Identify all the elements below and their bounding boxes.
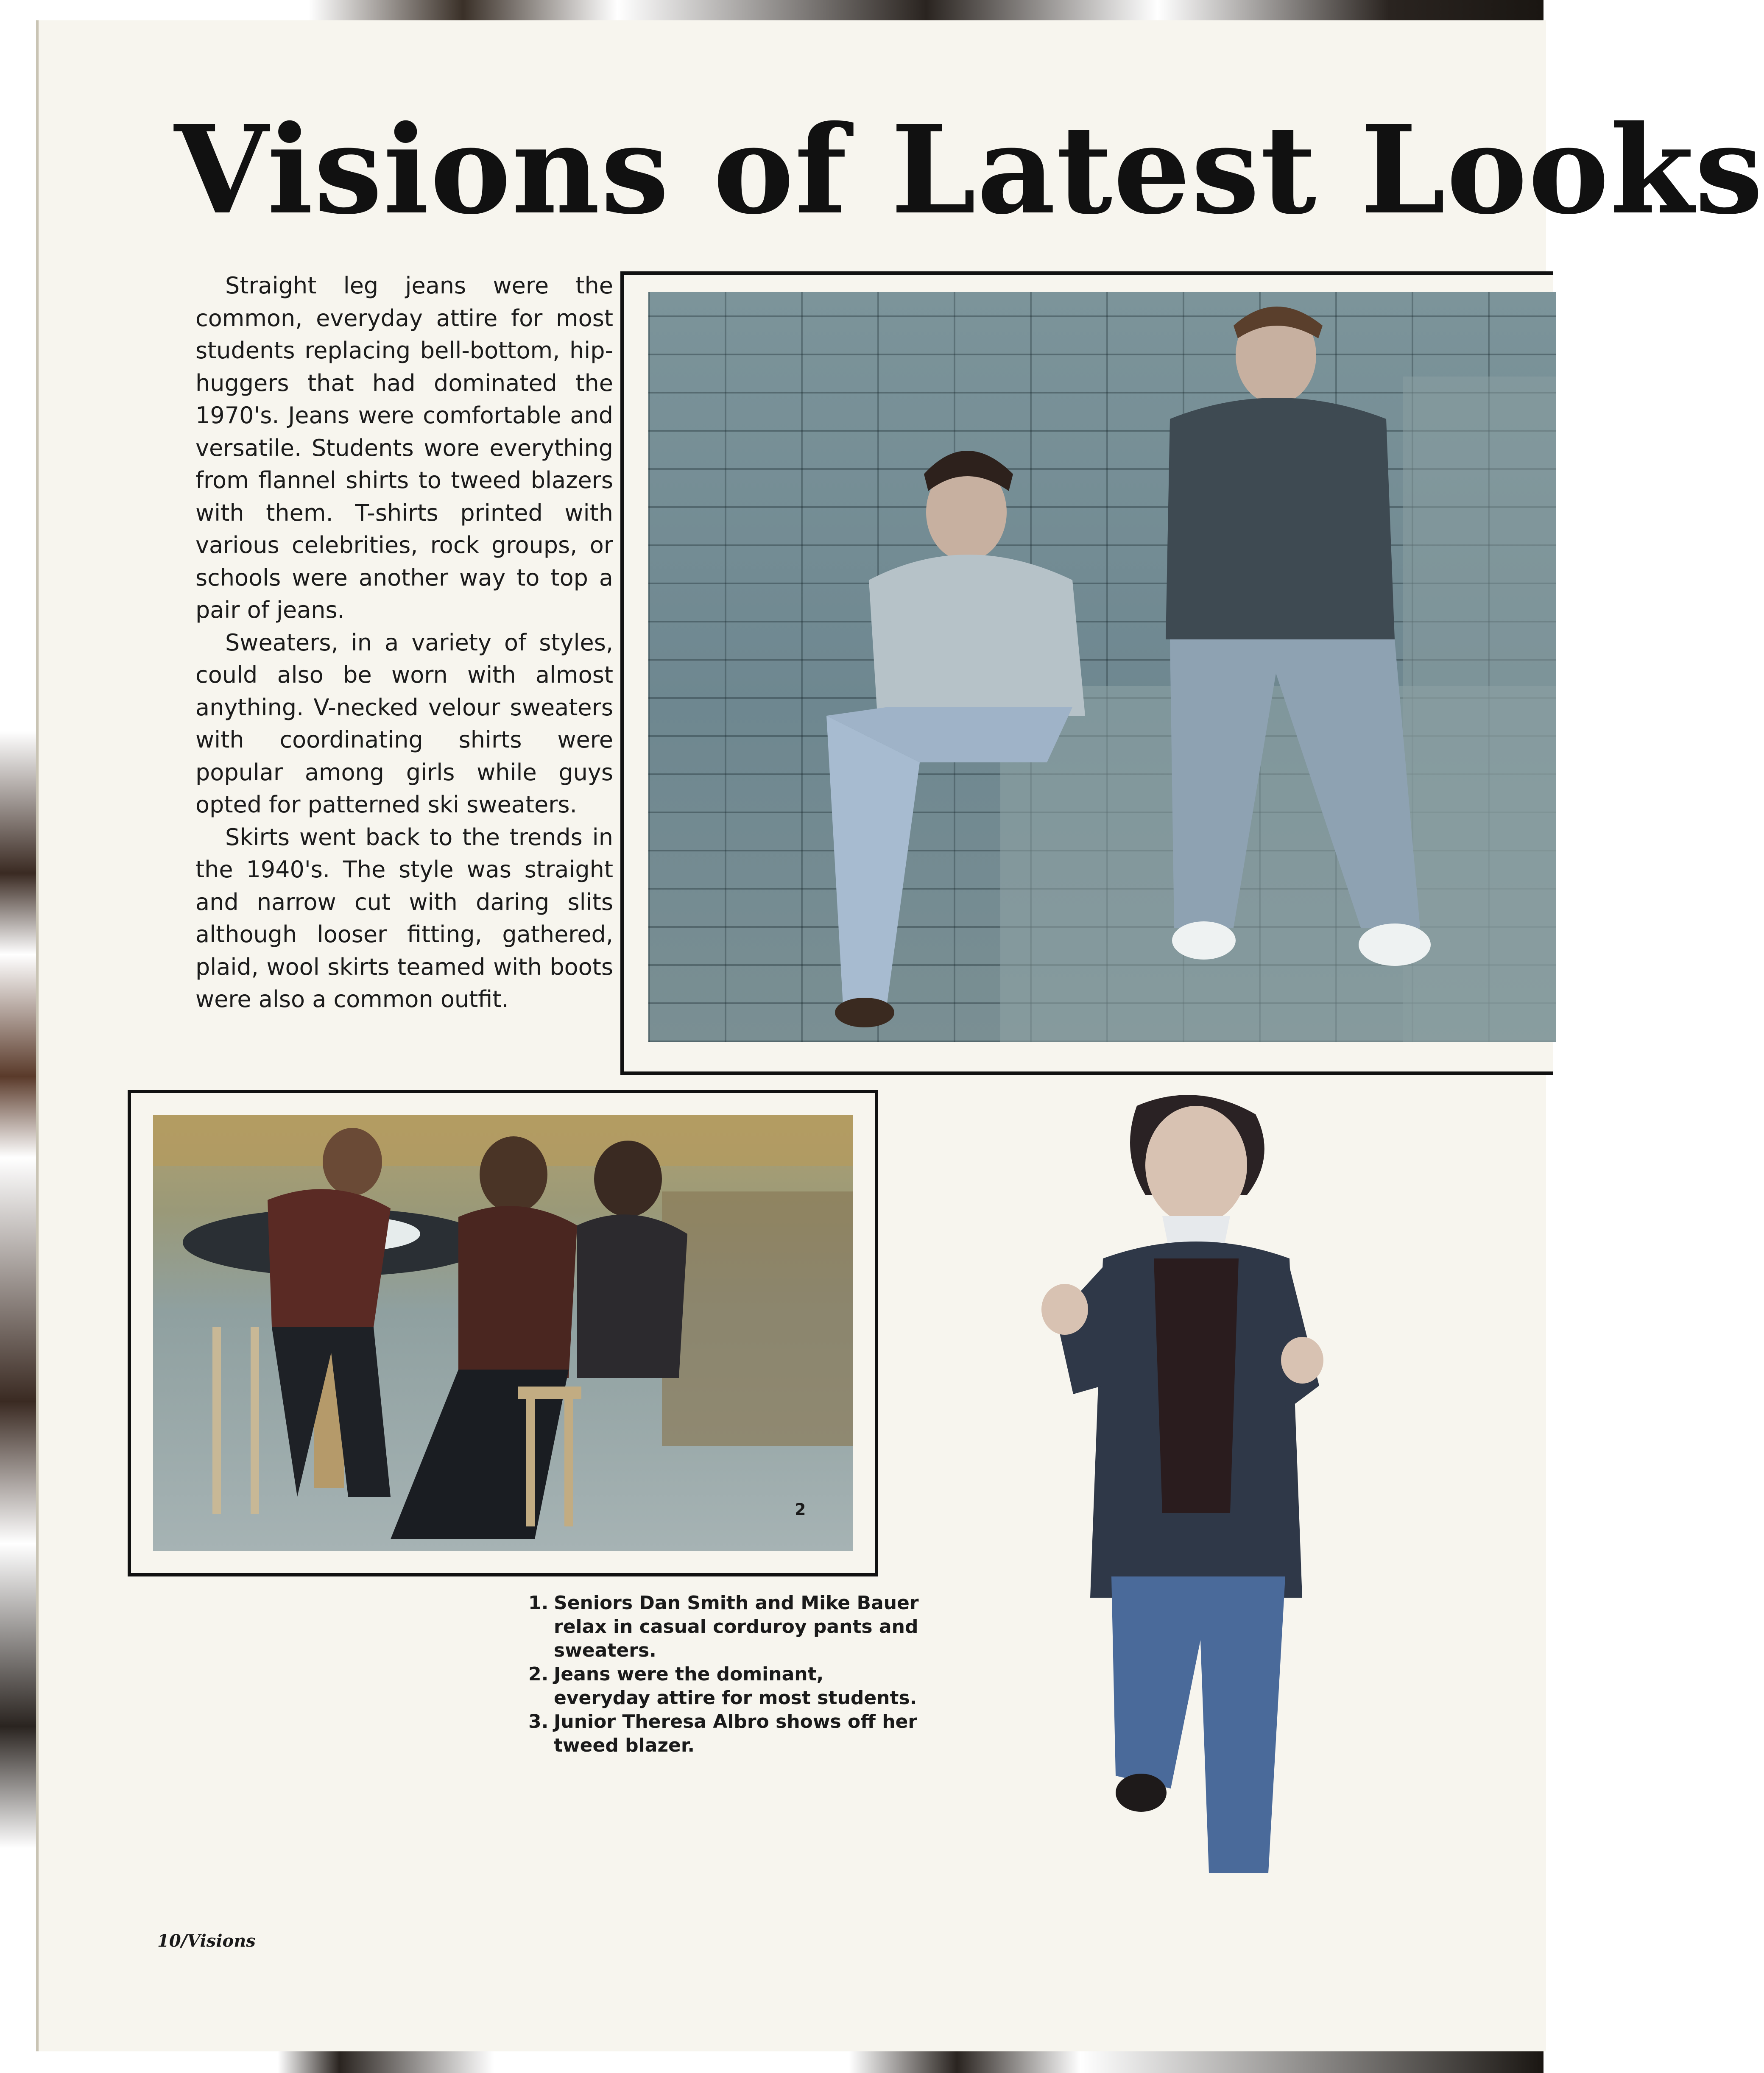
- page-title: Visions of Latest Looks: [174, 99, 1764, 241]
- body-paragraph: Straight leg jeans were the common, everyday attire for most students replacing bell-bottom, hip-huggers that had dominated the 1970's. Jeans were comfortable and versatile. Students wore everything from flannel shirts to tweed blazers with them. T-shirts printed with various celebrities, rock groups, or schools were another way to top a pair of jeans.: [195, 272, 613, 623]
- stool-leg: [526, 1399, 535, 1526]
- student-right-sweater: [1166, 398, 1395, 639]
- student-left-lower-leg: [826, 716, 920, 1013]
- top-edge-strip: [0, 0, 1544, 20]
- cabinet: [662, 1191, 853, 1446]
- photo-number-label: 2: [795, 1500, 806, 1519]
- student-c-sweater: [577, 1214, 687, 1378]
- photo-captions: [528, 1591, 923, 1758]
- student-right-sneaker-right: [1359, 924, 1431, 966]
- photo-1-frame: [620, 271, 1553, 1075]
- stool-leg: [212, 1327, 221, 1514]
- student-b-shirt: [458, 1206, 577, 1378]
- junior-shoe: [1116, 1774, 1167, 1812]
- junior-left-fist: [1041, 1284, 1088, 1335]
- page-folio: 10/Visions: [157, 1931, 256, 1951]
- photo-seniors-brick-wall: [648, 292, 1556, 1042]
- article-body: [195, 270, 613, 1016]
- caption-item: [528, 1710, 923, 1758]
- junior-vest: [1154, 1258, 1239, 1513]
- junior-jeans: [1111, 1576, 1285, 1873]
- student-a-sweater: [268, 1189, 391, 1327]
- bottom-edge-strip: [0, 2051, 1544, 2073]
- junior-right-fist: [1281, 1337, 1323, 1384]
- student-b-head: [480, 1136, 547, 1213]
- photo-2-frame: [128, 1090, 878, 1576]
- junior-face: [1145, 1106, 1247, 1225]
- left-edge-strip: [0, 20, 36, 2051]
- photo-students-at-table: [153, 1115, 853, 1551]
- stool-seat: [518, 1387, 581, 1399]
- caption-number: 3.: [528, 1711, 549, 1733]
- photo-1-figures: [648, 292, 1556, 1042]
- student-a-head: [323, 1128, 382, 1196]
- caption-item: [528, 1663, 923, 1710]
- student-left-jacket: [869, 555, 1085, 716]
- body-paragraph: Skirts went back to the trends in the 1940's. The style was straight and narrow cut with daring slits although looser fitting, gathered, plaid, wool skirts teamed with boots were also a common outfit.: [195, 823, 613, 1013]
- body-paragraph: Sweaters, in a variety of styles, could also be worn with almost anything. V-necked velour sweaters with coordinating shirts were popular among girls while guys opted for patterned ski sweaters.: [195, 629, 613, 818]
- photo-2-figures: [153, 1115, 853, 1551]
- stool-leg: [251, 1327, 259, 1514]
- caption-text: Jeans were the dominant, everyday attire for most students.: [554, 1663, 917, 1709]
- caption-text: Seniors Dan Smith and Mike Bauer relax in casual corduroy pants and sweaters.: [554, 1592, 919, 1661]
- caption-text: Junior Theresa Albro shows off her tweed blazer.: [554, 1711, 918, 1756]
- student-right-sneaker-left: [1172, 921, 1236, 960]
- caption-item: [528, 1591, 923, 1663]
- photo-junior-tweed-blazer: [1048, 1089, 1345, 1894]
- caption-number: 1.: [528, 1592, 549, 1614]
- student-left-shoe: [835, 998, 894, 1027]
- stool-leg: [564, 1399, 573, 1526]
- caption-number: 2.: [528, 1663, 549, 1685]
- student-c-head: [594, 1141, 662, 1217]
- yearbook-page: [36, 20, 1764, 2051]
